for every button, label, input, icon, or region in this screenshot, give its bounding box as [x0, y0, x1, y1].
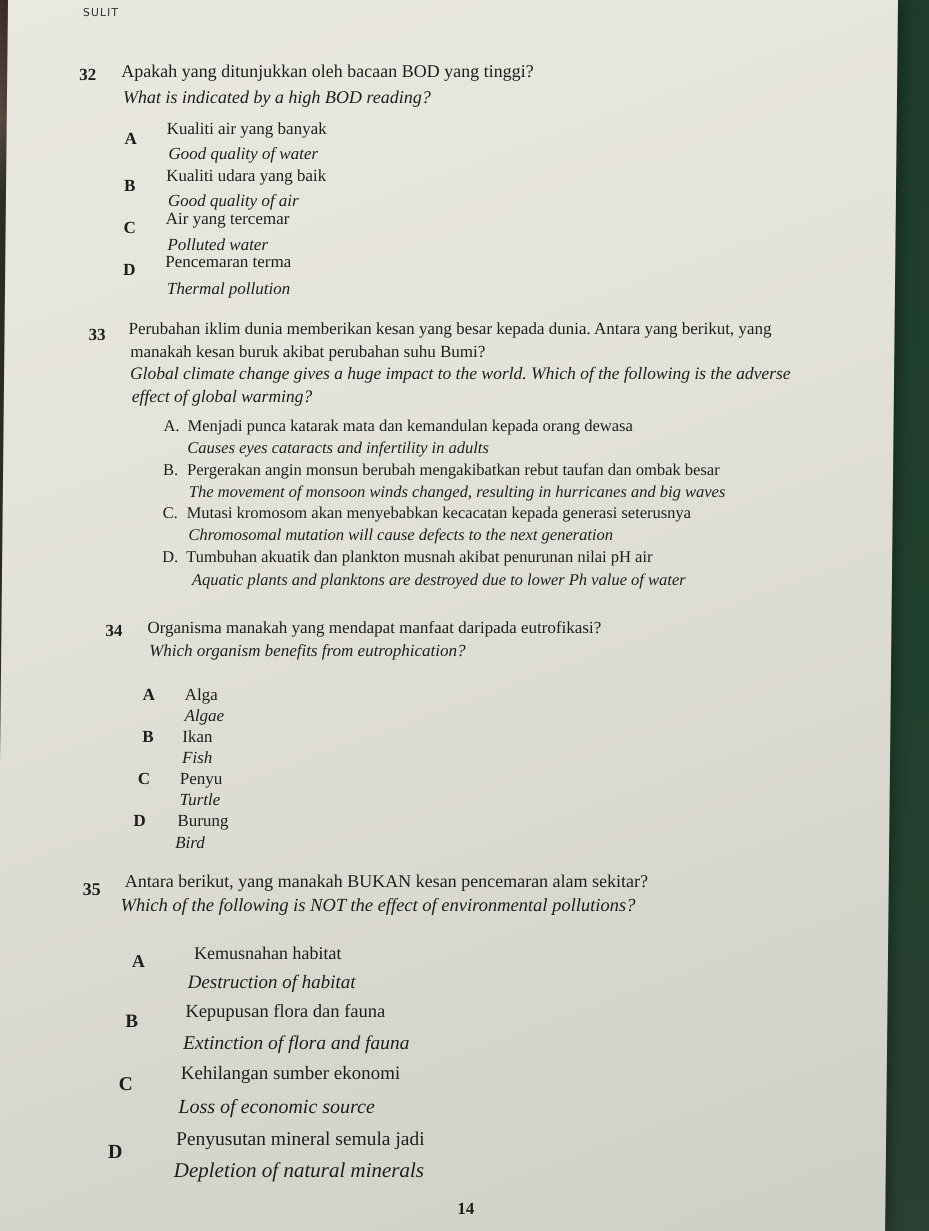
question-32-option-b-en: Good quality of air — [167, 191, 299, 210]
page-number: 14 — [457, 1199, 475, 1218]
question-32-option-d-ms: Pencemaran terma — [165, 252, 292, 271]
question-35-option-d-en: Depletion of natural minerals — [173, 1158, 425, 1182]
question-32-text-en: What is indicated by a high BOD reading? — [122, 87, 431, 107]
question-35-option-c-en: Loss of economic source — [178, 1096, 375, 1118]
question-34-option-d-letter: D — [133, 811, 146, 830]
question-34-option-a-letter: A — [142, 685, 156, 704]
question-33-text-ms-line2: manakah kesan buruk akibat perubahan suhu Bumi? — [130, 342, 486, 361]
question-33-option-c-ms: Mutasi kromosom akan menyebabkan kecacatan kepada generasi seterusnya — [186, 503, 692, 522]
question-33-text-en-line1: Global climate change gives a huge impact to the world. Which of the following is the adverse — [129, 363, 791, 383]
question-35-option-b-en: Extinction of flora and fauna — [182, 1033, 410, 1054]
question-32-option-c-en: Polluted water — [167, 235, 269, 254]
sulit-mark: SULIT — [82, 6, 120, 19]
question-35-option-d-ms: Penyusutan mineral semula jadi — [175, 1129, 425, 1150]
question-32-option-b-letter: B — [123, 176, 136, 195]
question-35-option-b-letter: B — [125, 1011, 139, 1032]
question-35-option-c-letter: C — [118, 1074, 133, 1095]
question-35-option-b-ms: Kepupusan flora dan fauna — [185, 1002, 386, 1022]
question-34-text-en: Which organism benefits from eutrophication? — [149, 641, 466, 660]
question-33-option-a-en: Causes eyes cataracts and infertility in adults — [187, 438, 489, 457]
question-33-option-d-ms: Tumbuhan akuatik dan plankton musnah akibat penurunan nilai pH air — [186, 547, 653, 566]
question-32-option-d-en: Thermal pollution — [166, 279, 291, 298]
question-34-option-a-ms: Alga — [184, 685, 218, 704]
question-35-text-ms: Antara berikut, yang manakah BUKAN kesan pencemaran alam sekitar? — [124, 871, 649, 891]
question-32-option-b-ms: Kualiti udara yang baik — [166, 166, 327, 185]
question-33-option-a-letter: A. — [163, 416, 180, 435]
question-33-text-ms-line1: Perubahan iklim dunia memberikan kesan yang besar kepada dunia. Antara yang berikut, yang — [128, 319, 772, 338]
question-33-option-c-en: Chromosomal mutation will cause defects to the next generation — [188, 525, 614, 544]
question-34-option-c-ms: Penyu — [179, 769, 223, 788]
question-33-option-d-en: Aquatic plants and planktons are destroyed due to lower Ph value of water — [191, 570, 686, 589]
question-34-option-a-en: Algae — [184, 706, 225, 725]
question-32-option-d-letter: D — [123, 260, 136, 279]
question-34-option-d-en: Bird — [175, 833, 205, 852]
question-32-option-a-letter: A — [124, 129, 137, 148]
question-33-option-b-en: The movement of monsoon winds changed, resulting in hurricanes and big waves — [188, 482, 726, 501]
question-33-option-d-letter: D. — [162, 547, 179, 566]
question-35-option-a-en: Destruction of habitat — [187, 972, 356, 993]
question-32-text-ms: Apakah yang ditunjukkan oleh bacaan BOD yang tinggi? — [121, 61, 534, 81]
question-35-text-en: Which of the following is NOT the effect of environmental pollutions? — [120, 896, 636, 916]
question-34-text-ms: Organisma manakah yang mendapat manfaat daripada eutrofikasi? — [147, 618, 602, 637]
question-33-option-c-letter: C. — [162, 503, 178, 522]
question-34-option-b-ms: Ikan — [182, 727, 213, 746]
question-35-number: 35 — [82, 879, 101, 899]
question-35-option-d-letter: D — [107, 1141, 123, 1163]
question-34-option-d-ms: Burung — [177, 811, 229, 830]
question-32-option-c-letter: C — [123, 218, 136, 237]
question-33-option-b-ms: Pergerakan angin monsun berubah mengakibatkan rebut taufan dan ombak besar — [186, 460, 720, 479]
question-32-number: 32 — [79, 65, 97, 84]
question-32-option-a-en: Good quality of water — [168, 144, 319, 163]
question-34-option-b-en: Fish — [181, 748, 213, 767]
question-34-option-b-letter: B — [142, 727, 154, 746]
question-34-number: 34 — [105, 621, 123, 640]
question-33-option-a-ms: Menjadi punca katarak mata dan kemandulan kepada orang dewasa — [187, 416, 633, 435]
question-34-option-c-en: Turtle — [179, 790, 221, 809]
question-33-text-en-line2: effect of global warming? — [131, 386, 313, 406]
question-32-option-c-ms: Air yang tercemar — [165, 209, 290, 228]
question-33-option-b-letter: B. — [162, 460, 179, 479]
question-33-number: 33 — [88, 325, 106, 344]
question-35-option-c-ms: Kehilangan sumber ekonomi — [180, 1063, 401, 1084]
question-35-option-a-letter: A — [131, 951, 146, 971]
question-34-option-c-letter: C — [137, 769, 151, 788]
question-35-option-a-ms: Kemusnahan habitat — [193, 943, 342, 963]
question-32-option-a-ms: Kualiti air yang banyak — [166, 119, 327, 138]
